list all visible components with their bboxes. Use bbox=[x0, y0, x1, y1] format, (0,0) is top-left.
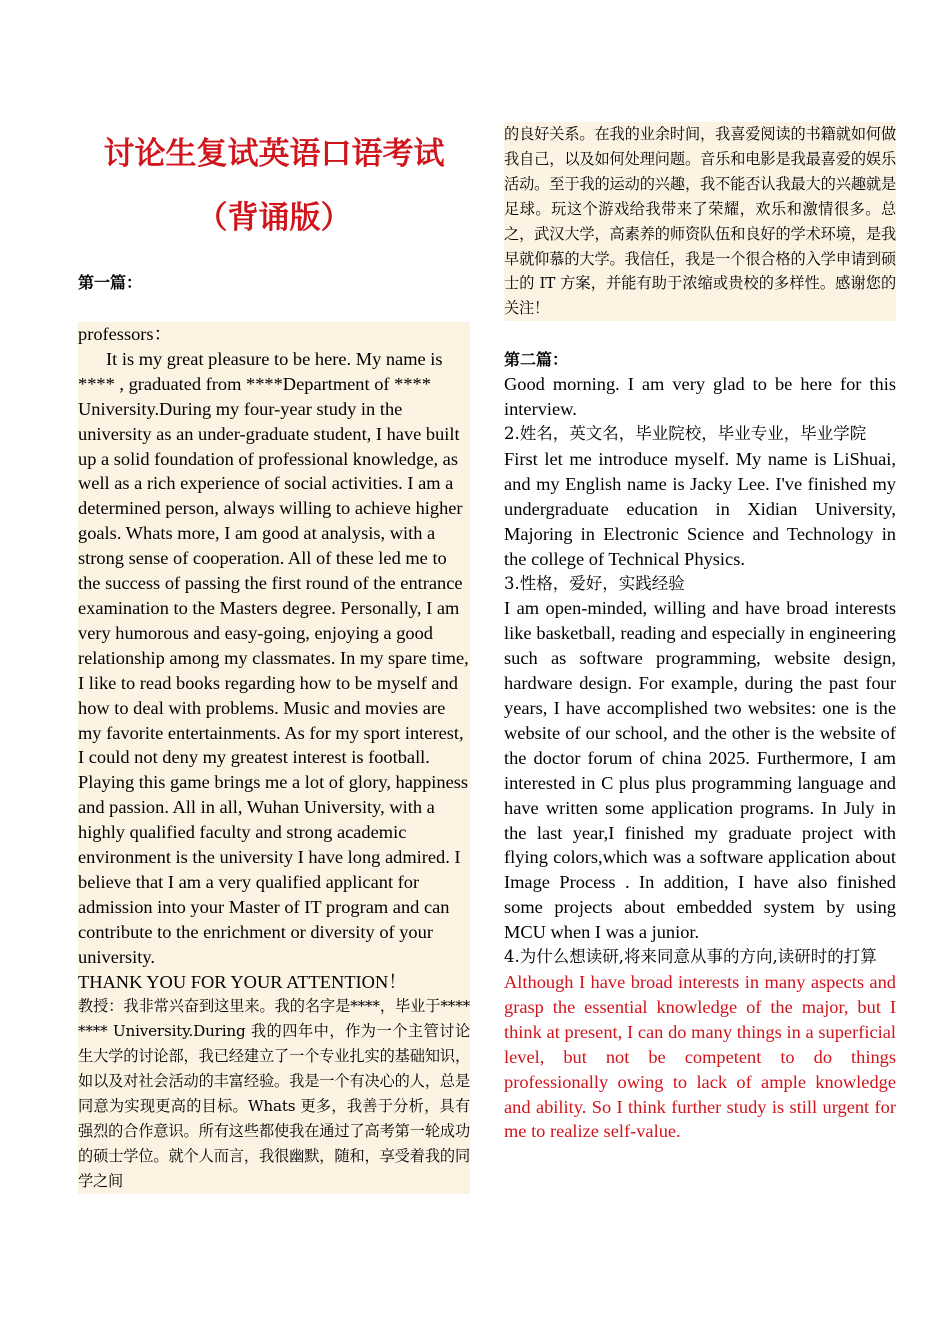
part1-salutation: professors： bbox=[78, 324, 172, 344]
part1-chinese-text: 教授：我非常兴奋到这里来。我的名字是****，毕业于**** **** University.During 我的四年中，作为一个主管讨论生大学的讨论部，我已经建立了一个专业扎实的基础知识，如以及对社会活动的丰富经验。我是一个有决心的人，总是同意为实现更高的目标。Whats 更多，我善于分析，具有强烈的合作意识。所有这些都使我在通过了高考第一轮成功的硕士学位。就个人而言，我很幽默，随和，享受着我的同学之间 bbox=[78, 997, 470, 1190]
part1-closing: THANK YOU FOR YOUR ATTENTION！ bbox=[78, 971, 407, 992]
part1-english-text: It is my great pleasure to be here. My name is **** , graduated from ****Department of **** University.During my four-year study in the university as an under-graduate student, I have built up a solid foundation of professional knowledge, as well as a rich experience of social activities. I am a determined person, always willing to achieve higher goals. Whats more, I am good at analysis, with a strong sense of cooperation. All of these led me to the success of passing the first round of the entrance examination to the Masters degree. Personally, I am very humorous and easy-going, enjoying a good relationship among my classmates. In my spare time, I like to read books regarding how to be myself and how to deal with problems. Music and movies are my favorite entertainments. As for my sport interest, I could not deny my greatest interest is football. Playing this game brings me a lot of glory, happiness and passion. All in all, Wuhan University, with a highly qualified faculty and strong academic environment is the university I have long admired. I believe that I am a very qualified applicant for admission into your Master of IT program and can contribute to the enrichment or diversity of your university. bbox=[78, 348, 469, 967]
question-2: 2.姓名，英文名，毕业院校，毕业专业，毕业学院 bbox=[504, 424, 867, 444]
part1-body bbox=[78, 322, 470, 1194]
part1-chinese-continued bbox=[504, 122, 896, 321]
document-title: 讨论生复试英语口语考试 bbox=[103, 136, 445, 172]
answer-4: Although I have broad interests in many aspects and grasp the essential knowledge of the major, but I think at present, I can do many things in a superficial level, but not be competent to do things professionally owing to lack of ample knowledge and ability. So I think further study is still urgent for me to realize self-value. bbox=[504, 972, 896, 1142]
left-column bbox=[78, 120, 470, 1194]
document-subtitle: （背诵版） bbox=[196, 200, 352, 236]
part1-chinese-text-cont: 的良好关系。在我的业余时间，我喜爱阅读的书籍就如何做我自己，以及如何处理问题。音乐和电影是我最喜爱的娱乐活动。至于我的运动的兴趣，我不能否认我最大的兴趣就是足球。玩这个游戏给我带来了荣耀，欢乐和激情很多。总之，武汉大学，高素养的师资队伍和良好的学术环境，是我早就仰慕的大学。我信任，我是一个很合格的入学申请到硕士的 IT 方案，并能有助于浓缩或贵校的多样性。感谢您的关注！ bbox=[504, 125, 896, 318]
part2-greeting: Good morning. I am very glad to be here for this interview. bbox=[504, 374, 896, 420]
answer-2: First let me introduce myself. My name is LiShuai, and my English name is Jacky Lee. I've finished my undergraduate education in Xidian University, Majoring in Electronic Science and Technology in the college of Technical Physics. bbox=[504, 448, 896, 569]
question-4: 4.为什么想读研,将来同意从事的方向,读研时的打算 bbox=[504, 947, 877, 967]
part1-heading: 第一篇： bbox=[78, 273, 143, 292]
right-column bbox=[504, 122, 896, 1144]
answer-3: I am open-minded, willing and have broad interests like basketball, reading and especially in engineering such as software programming, website design, hardware design. For example, during the past four years, I have accomplished two websites: one is the website of our school, and the other is the website of the doctor forum of china 2025. Furthermore, I am interested in C plus plus programming language and have written some application programs. In July in the last year,I finished my graduate project with flying colors,which was a software application about Image Process . In addition, I have also finished some projects about embedded system by using MCU when I was a junior. bbox=[504, 598, 896, 943]
question-3: 3.性格，爱好，实践经验 bbox=[504, 573, 685, 593]
part2-heading: 第二篇： bbox=[504, 350, 569, 370]
